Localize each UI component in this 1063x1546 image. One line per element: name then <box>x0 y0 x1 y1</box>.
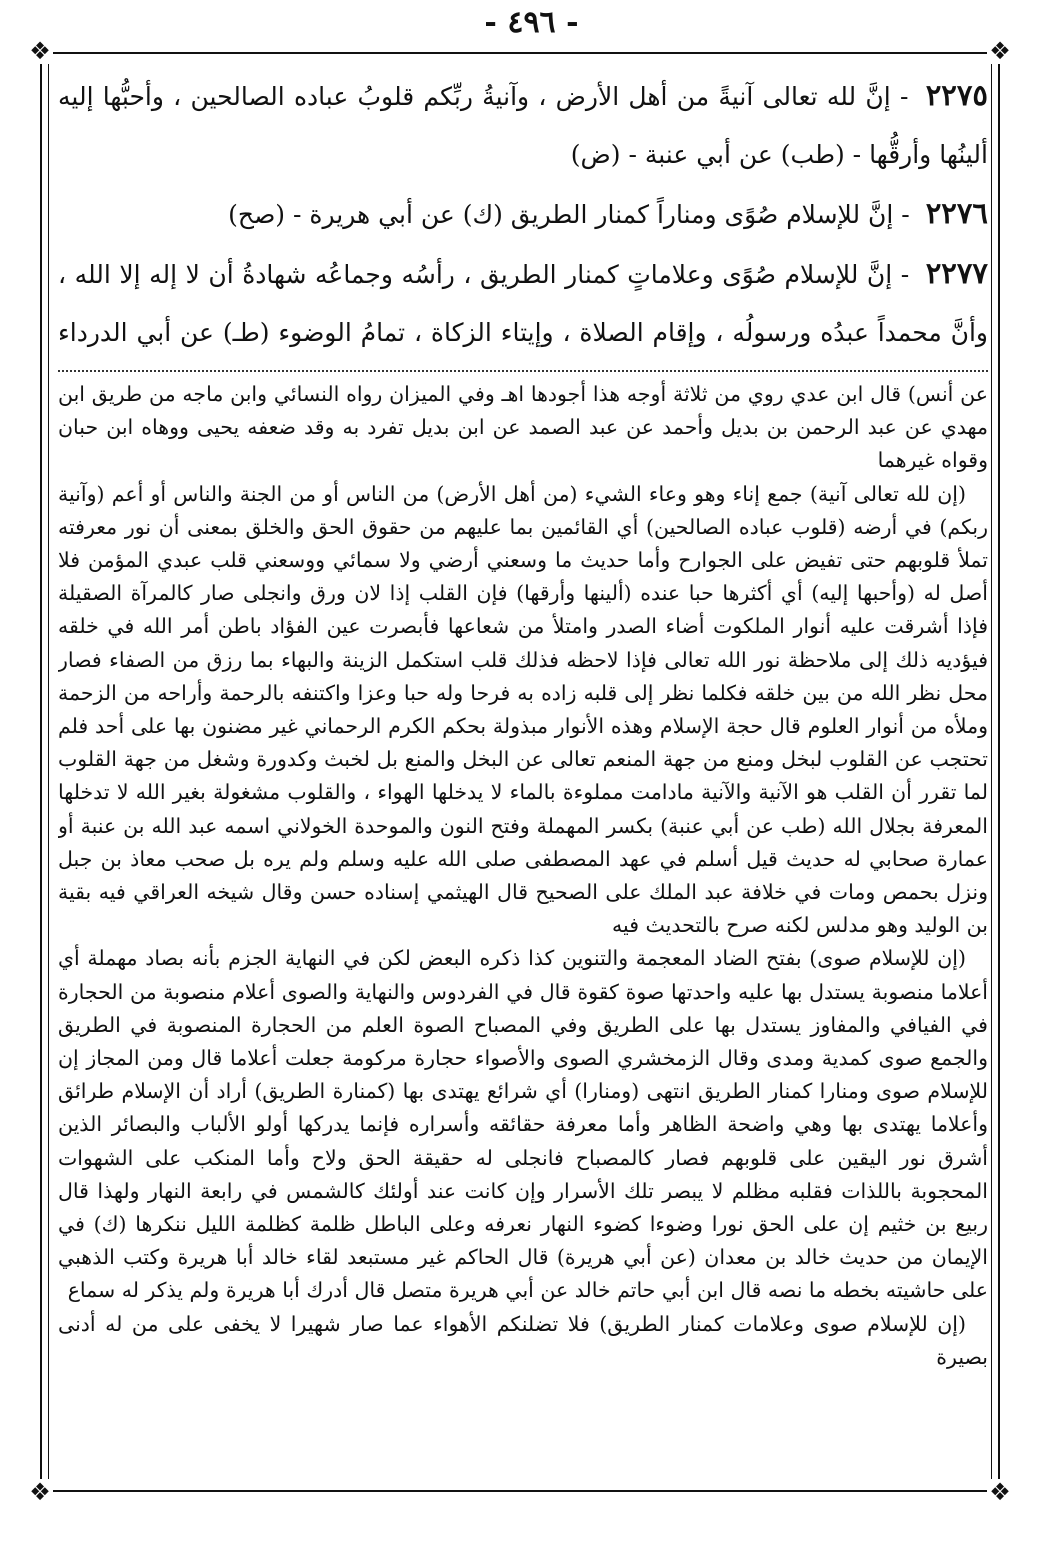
hadith-entry <box>58 184 988 244</box>
section-divider <box>58 370 988 372</box>
commentary-paragraph: (إن لله تعالى آنية) جمع إناء وهو وعاء الشيء (من أهل الأرض) من الناس أو من الجنة والناس أو أعم (وآنية ربكم) في أرضه (قلوب عباده الصالحين) أي القائمين بما عليهم من حقوق الحق والخلق بمعنى أن نور معرفته تملأ قلوبهم حتى تفيض على الجوارح وأما حديث ما وسعني أرضي ولا سمائي ووسعني قلب عبدي المؤمن فلا أصل له (وأحبها إليه) أي أكثرها حبا عنده (ألينها وأرقها) فإن القلب إذا لان ورق وانجلى صار كالمرآة الصقيلة فإذا أشرقت عليه أنوار الملكوت أضاء الصدر وامتلأ من شعاعها فأبصرت عين الفؤاد باطن أمر الله في خلقه فيؤديه ذلك إلى ملاحظة نور الله تعالى فإذا لاحظه فذلك قلب استكمل الزينة والبهاء بما رزق من الصفاء فصار محل نظر الله من بين خلقه فكلما نظر إلى قلبه زاده به فرحا وله حبا وعزا واكتنفه بالرحمة وأراحه من الزحمة وملأه من أنوار العلوم قال حجة الإسلام وهذه الأنوار مبذولة بحكم الكرم الرحماني غير مضنون بها على أحد فلم تحتجب عن القلوب لبخل ومنع من جهة المنعم تعالى عن البخل والمنع بل لخبث وكدورة وشغل من جهة القلوب لما تقرر أن القلب هو الآنية والآنية مادامت مملوءة بالماء لا يدخلها الهواء ، والقلوب مشغولة بغير الله لا تدخلها المعرفة بجلال الله (طب عن أبي عنبة) بكسر المهملة وفتح النون والموحدة الخولاني اسمه عبد الله بن عنبة أو عمارة صحابي له حديث قيل أسلم في عهد المصطفى صلى الله عليه وسلم ولم يره بل صحب معاذ بن جبل ونزل بحمص ومات في خلافة عبد الملك على الصحيح قال الهيثمي إسناده حسن وقال شيخه العراقي فيه بقية بن الوليد وهو مدلس لكنه صرح بالتحديث فيه <box>58 481 988 938</box>
corner-ornament-icon: ❖ <box>27 38 53 64</box>
corner-ornament-icon: ❖ <box>987 1479 1013 1505</box>
hadith-number: ٢٢٧٦ <box>925 196 988 230</box>
hadith-text: - إنَّ للإسلام صُوًى ومناراً كمنار الطريق (ك) عن أبي هريرة - (صح) <box>228 200 910 229</box>
commentary-paragraph: (إن للإسلام صوى وعلامات كمنار الطريق) فلا تضلنكم الأهواء عما صار شهيرا لا يخفى على من له أدنى بصيرة <box>58 1311 988 1369</box>
commentary-section <box>58 378 988 1463</box>
hadith-entry <box>58 244 988 366</box>
commentary-paragraph: (إن للإسلام صوى) بفتح الضاد المعجمة والتنوين كذا ذكره البعض لكن في النهاية الجزم بأنه بصاد مهملة أي أعلاما منصوبة يستدل بها عليه واحدتها صوة كقوة قال في الفردوس والنهاية والصوى أعلام منصوبة من الحجارة في الفيافي والمفاوز يستدل بها على الطريق وفي المصباح الصوة العلم من الحجارة المنصوبة في الطريق والجمع صوى كمدية ومدى وقال الزمخشري الصوى والأصواء حجارة مركومة جعلت أعلاما قال ومن المجاز إن للإسلام صوى ومنارا كمنار الطريق انتهى (ومنارا) أي شرائع يهتدى بها (كمنارة الطريق) أراد أن الإسلام طرائق وأعلاما يهتدى بها وهي واضحة الظاهر وأما معرفة حقائقه وأسراره فإنما يدركها أولو الألباب والبصائر الذين أشرق نور اليقين على قلوبهم فصار كالمصباح فانجلى له حقيقة الحق ولاح وأما المنكب على الشهوات المحجوبة باللذات فقلبه مظلم لا يبصر تلك الأسرار وإن كانت عند أولئك كالشمس في رابعة النهار ولهذا قال ربيع بن خثيم إن على الحق نورا وضوءا كضوء النهار نعرفه وعلى الباطل ظلمة كظلمة الليل ننكرها (ك) في الإيمان من حديث خالد بن معدان (عن أبي هريرة) قال الحاكم غير مستبعد لقاء خالد أبا هريرة وكتب الذهبي على حاشيته بخطه ما نصه قال ابن أبي حاتم خالد عن أبي هريرة متصل قال أدرك أبا هريرة ولم يذكر له سماع <box>58 946 988 1303</box>
corner-ornament-icon: ❖ <box>27 1479 53 1505</box>
commentary-paragraph: عن أنس) قال ابن عدي روي من ثلاثة أوجه هذا أجودها اهـ وفي الميزان رواه النسائي وابن ماجه من طريق ابن مهدي عن عبد الرحمن بن بديل وأحمد عن عبد الصمد عن ابن بديل تفرد به وقد ضعفه يحيى ووهاه ابن حبان وقواه غيرهما <box>58 382 988 473</box>
hadith-text: - إنَّ للإسلام صُوًى وعلاماتٍ كمنار الطريق ، رأسُه وجماعُه شهادةُ أن لا إله إلا الله ، وأنَّ محمداً عبدُه ورسولُه ، وإقام الصلاة ، وإيتاء الزكاة ، تمامُ الوضوء (طـ) عن أبي الدرداء <box>58 260 988 347</box>
corner-ornament-icon: ❖ <box>987 38 1013 64</box>
hadith-number: ٢٢٧٥ <box>925 78 988 112</box>
page-number: - ٤٩٦ - <box>484 5 579 40</box>
hadith-text: - إنَّ لله تعالى آنيةً من أهل الأرض ، وآنيةُ ربِّكم قلوبُ عباده الصالحين ، وأحبُّها إليه ألينُها وأرقُّها - (طب) عن أبي عنبة - (ض) <box>58 82 988 169</box>
hadith-entry <box>58 66 988 184</box>
hadith-section <box>58 66 988 366</box>
hadith-number: ٢٢٧٧ <box>925 256 988 290</box>
